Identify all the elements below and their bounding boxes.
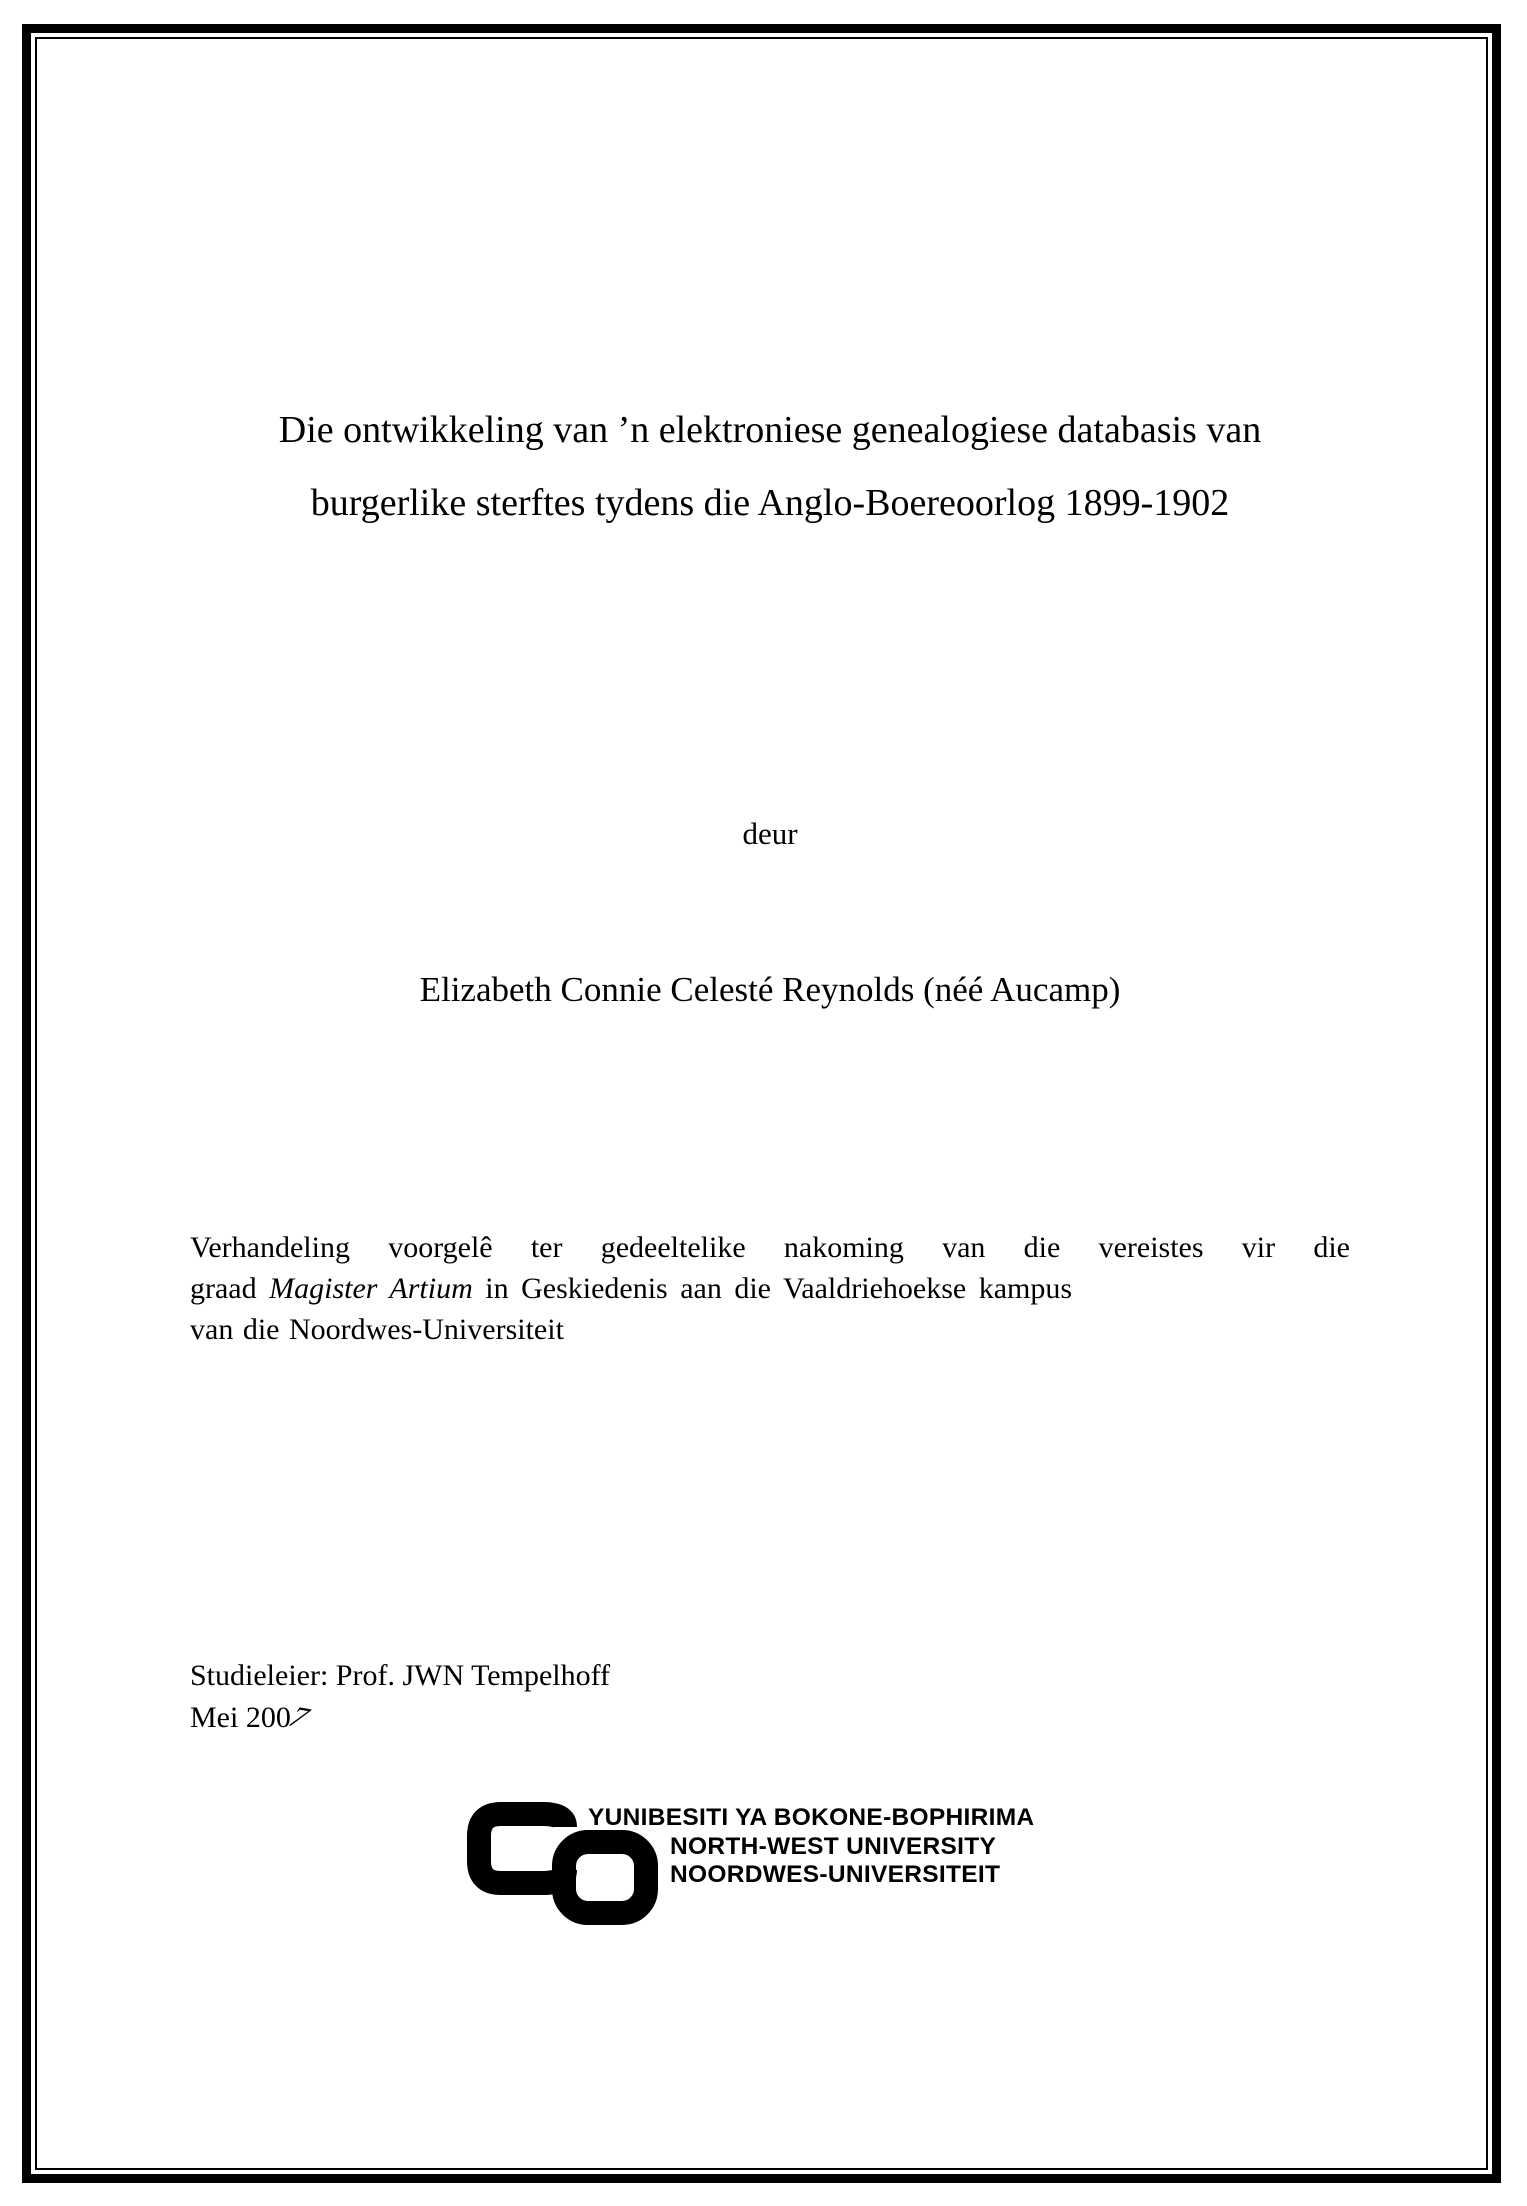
author-name: Elizabeth Connie Celesté Reynolds (néé Aucamp) [419, 970, 1121, 1009]
supervisor-block [190, 1655, 610, 1739]
statement-line-2-prefix: graad [190, 1272, 257, 1305]
statement-line-2-suffix: in Geskiedenis aan die Vaaldriehoekse kampus [485, 1272, 1073, 1305]
statement-line-3: van die Noordwes-Universiteit [190, 1313, 564, 1346]
supervisor-line: Studieleier: Prof. JWN Tempelhoff [190, 1659, 611, 1692]
logo-line-1: YUNIBESITI YA BOKONE-BOPHIRIMA [588, 1804, 1035, 1831]
thesis-title [190, 394, 1350, 540]
logo-line-3: NOORDWES-UNIVERSITEIT [670, 1861, 1001, 1888]
degree-name-italic: Magister Artium [269, 1272, 473, 1305]
title-line-1: Die ontwikkeling van ’n elektroniese genealogiese databasis van [278, 409, 1262, 451]
thesis-statement [190, 1227, 1350, 1350]
date-last-digit: 7 [283, 1700, 314, 1735]
byline: deur [742, 816, 798, 851]
date-line [190, 1697, 610, 1739]
statement-line-1: Verhandeling voorgelê ter gedeeltelike nakoming van die vereistes vir die [190, 1231, 1350, 1264]
statement-line-2 [190, 1268, 1350, 1309]
title-line-2: burgerlike sterftes tydens die Anglo-Boereoorlog 1899-1902 [310, 482, 1230, 524]
date-prefix: Mei 200 [190, 1701, 291, 1734]
logo-line-2: NORTH-WEST UNIVERSITY [670, 1833, 997, 1860]
